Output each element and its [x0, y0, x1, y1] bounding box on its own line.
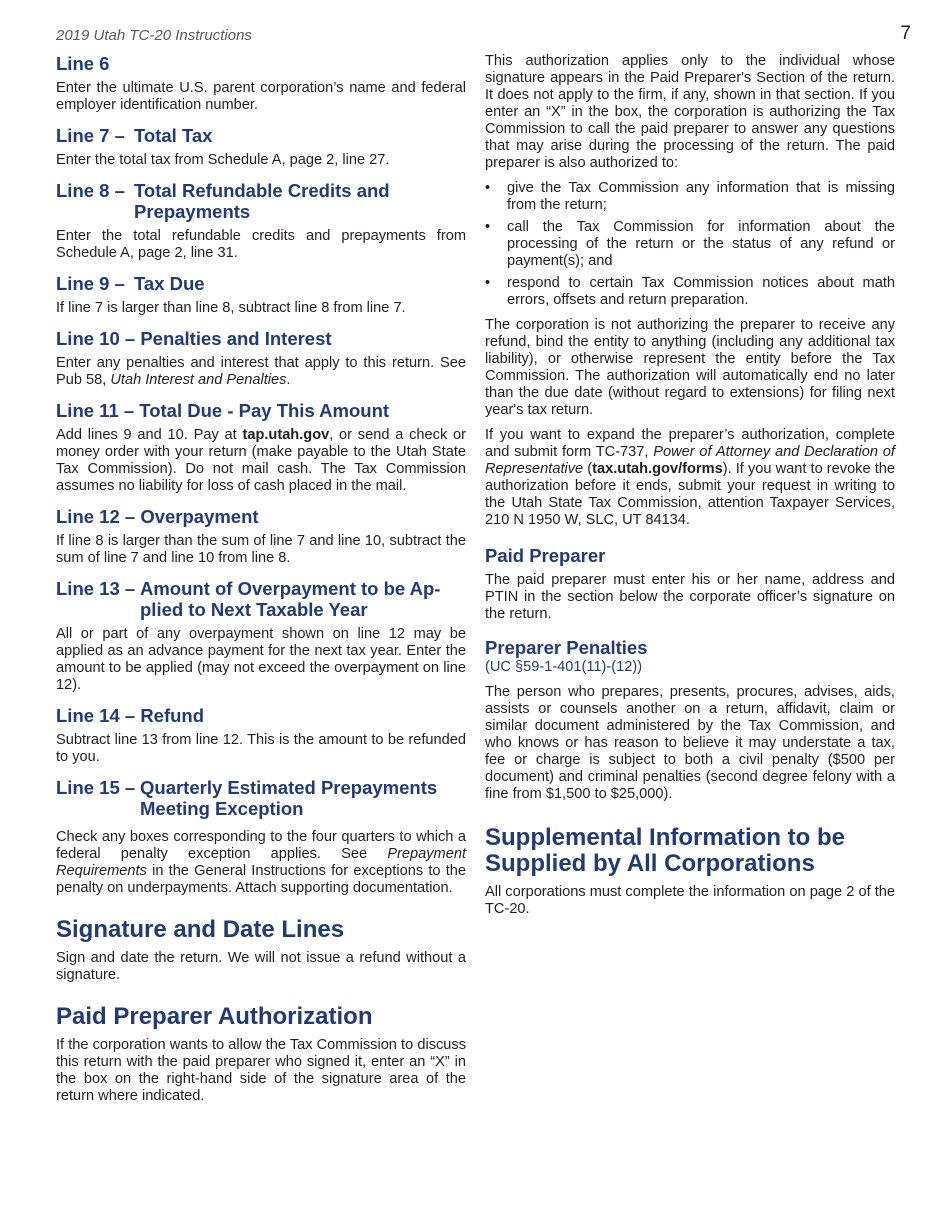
- page-number: 7: [900, 23, 911, 44]
- line11-heading: Line 11 – Total Due - Pay This Amount: [56, 400, 390, 421]
- line10-heading: Line 10 – Penalties and Interest: [56, 328, 332, 349]
- line13-heading: [56, 578, 466, 620]
- line13-text: All or part of any overpayment shown on line 12 may be applied as an advance payment for the next tax year. Enter the amount to be applied (may not exceed the overpayment on line 12).: [56, 626, 466, 693]
- line8-label: Line 8 –: [56, 180, 125, 201]
- left-column: [56, 53, 466, 1113]
- line7-label: Line 7 –: [56, 125, 125, 146]
- line10-pub-title: Utah Interest and Penalties: [110, 372, 287, 388]
- line9-title: Tax Due: [134, 273, 205, 294]
- line14-text: Subtract line 13 from line 12. This is the amount to be refunded to you.: [56, 732, 466, 765]
- line15-ref: Prepayment Requirements: [56, 846, 466, 879]
- line15-title-b: Meeting Exception: [140, 798, 304, 819]
- line6-text: Enter the ultimate U.S. parent corporation’s name and federal employer identification number.: [56, 80, 466, 113]
- authorized-list: [485, 180, 895, 309]
- paid-preparer-text: The paid preparer must enter his or her name, address and PTIN in the section below the corporate officer’s signature on the return.: [485, 572, 895, 622]
- penalties-heading: Preparer Penalties: [485, 637, 648, 658]
- ppa-text: If the corporation wants to allow the Tax Commission to discuss this return with the paid preparer who signed it, enter an “X” in the box on the right-hand side of the signature area of the return where indicated.: [56, 1037, 466, 1104]
- signature-heading: Signature and Date Lines: [56, 916, 345, 943]
- forms-link[interactable]: tax.utah.gov/forms: [592, 461, 723, 477]
- signature-text: Sign and date the return. We will not issue a refund without a signature.: [56, 950, 466, 983]
- form-title: Power of Attorney and Declaration of Representative: [485, 444, 895, 477]
- not-auth-text: The corporation is not authorizing the preparer to receive any refund, bind the entity to anything (including any additional tax liability), or otherwise represent the entity before the Tax Commission. The authorization will automatically end no later than the due date (without regard to extensions) for filing next year's tax return.: [485, 317, 895, 418]
- line8-text: Enter the total refundable credits and prepayments from Schedule A, page 2, line 31.: [56, 228, 466, 261]
- line14-heading: Line 14 – Refund: [56, 705, 205, 726]
- line8-title-a: Total Refundable Credits and: [134, 180, 390, 201]
- line13-title-b: plied to Next Taxable Year: [140, 599, 368, 620]
- tap-link[interactable]: tap.utah.gov: [242, 427, 330, 443]
- line10-text-b: .: [286, 372, 291, 388]
- list-item: • call the Tax Commission for information about the processing of the return or the status of any refund or payment(s); and: [485, 219, 895, 269]
- ppa-heading: Paid Preparer Authorization: [56, 1003, 373, 1030]
- expand-text: If you want to expand the preparer’s authorization, complete and submit form TC-737, Power of Attorney and Declaration of Representative (tax.utah.gov/forms). If you want to revoke the authorization before it ends, submit your request in writing to the Utah State Tax Commission, attention Taxpayer Services, 210 N 1950 W, SLC, UT 84134.: [485, 427, 895, 528]
- line8-title-b: Prepayments: [134, 201, 251, 222]
- line13-label: Line 13 –: [56, 578, 136, 599]
- line12-heading: Line 12 – Overpayment: [56, 506, 259, 527]
- penalties-text: The person who prepares, presents, procures, advises, aids, assists or counsels another on a return, affidavit, claim or similar document administered by the Tax Commission, and who knows or has reason to believe it may understate a tax, fee or charge is subject to both a civil penalty ($500 per document) and criminal penalties (second degree felony with a fine from $1,500 to $25,000).: [485, 684, 895, 802]
- line15-text: [56, 829, 466, 897]
- line15-text-a: Check any boxes corresponding to the four quarters to which a federal penalty exception applies. See: [56, 829, 466, 862]
- line9-text: If line 7 is larger than line 8, subtract line 8 from line 7.: [56, 300, 406, 316]
- line7-title: Total Tax: [134, 125, 213, 146]
- running-head: 2019 Utah TC-20 Instructions: [56, 27, 252, 44]
- line7-heading: [56, 125, 466, 146]
- auth-text: This authorization applies only to the individual whose signature appears in the Paid Preparer's Section of the return. It does not apply to the firm, if any, shown in that section. If you enter an “X” in the box, the corporation is authorizing the Tax Commission to call the paid preparer to answer any questions that may arise during the processing of the return. The paid preparer is also authorized to:: [485, 53, 895, 171]
- line15-title-a: Quarterly Estimated Prepayments: [140, 777, 438, 798]
- list-item: • give the Tax Commission any information that is missing from the return;: [485, 180, 895, 213]
- list-item: • respond to certain Tax Commission notices about math errors, offsets and return preparation.: [485, 275, 895, 308]
- line8-heading: [56, 180, 466, 222]
- line11-text: [56, 427, 466, 495]
- line7-text: Enter the total tax from Schedule A, page 2, line 27.: [56, 152, 390, 168]
- supplemental-text: All corporations must complete the information on page 2 of the TC-20.: [485, 884, 895, 917]
- line13-title-a: Amount of Overpayment to be Ap-: [140, 578, 441, 599]
- line11-text-a: Add lines 9 and 10. Pay at: [56, 427, 243, 443]
- line10-text-a: Enter any penalties and interest that apply to this return. See Pub 58,: [56, 355, 466, 388]
- line9-label: Line 9 –: [56, 273, 125, 294]
- line10-text: [56, 355, 466, 389]
- line6-heading: Line 6: [56, 53, 110, 74]
- line12-text: If line 8 is larger than the sum of line 7 and line 10, subtract the sum of line 7 and line 10 from line 8.: [56, 533, 466, 566]
- paid-preparer-heading: Paid Preparer: [485, 545, 606, 566]
- line11-text-b: , or send a check or money order with your return (make payable to the Utah State Tax Commission). Do not mail cash. The Tax Commission assumes no liability for loss of cash placed in the mail.: [56, 427, 466, 494]
- right-column: [485, 53, 895, 926]
- line15-label: Line 15 –: [56, 777, 136, 798]
- penalties-citation: (UC §59-1-401(11)-(12)): [485, 659, 643, 675]
- line9-heading: [56, 273, 466, 294]
- supplemental-heading: Supplemental Information to be Supplied by All Corporations: [485, 824, 846, 877]
- line15-text-b: in the General Instructions for exceptions to the penalty on underpayments. Attach supporting documentation.: [56, 863, 466, 896]
- line15-heading: [56, 777, 466, 819]
